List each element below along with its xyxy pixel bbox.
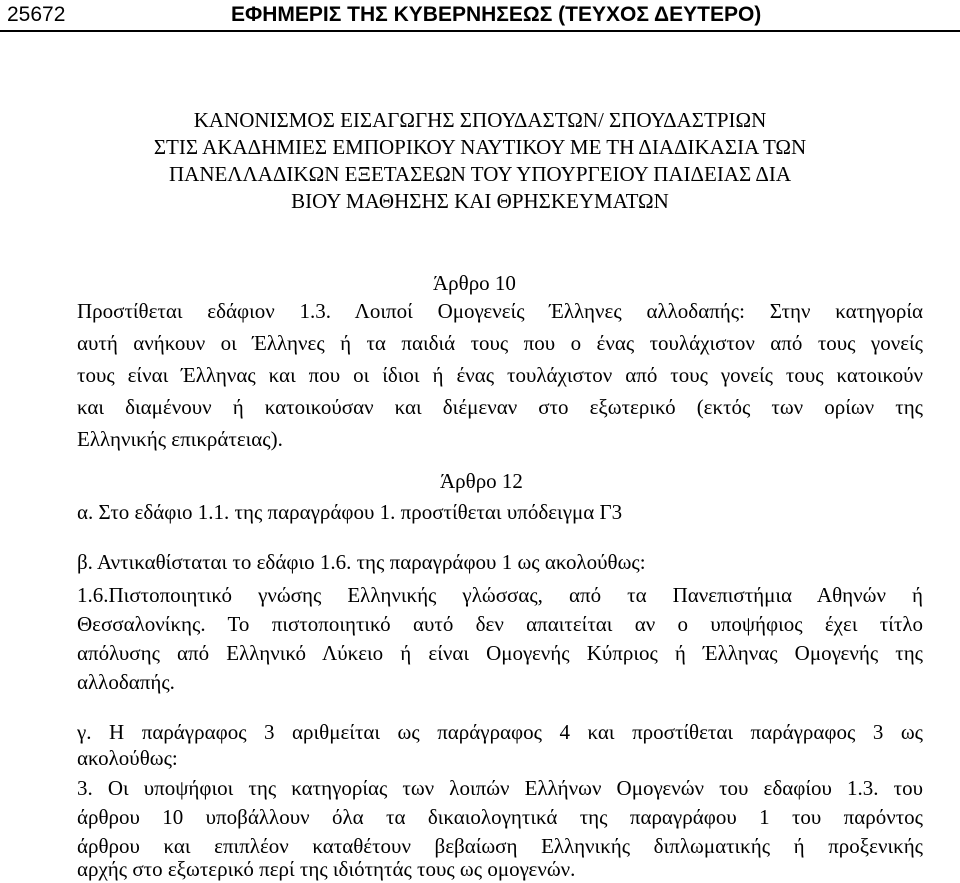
title-line: ΠΑΝΕΛΛΑΔΙΚΩΝ ΕΞΕΤΑΣΕΩΝ ΤΟΥ ΥΠΟΥΡΓΕΙΟΥ ΠΑΙΔΕΙΑΣ ΔΙΑ: [168, 162, 792, 186]
article-10-line: τους είναι Έλληνας και που οι ίδιοι ή ένας τουλάχιστον από τους γονείς τους κατοικούν: [77, 363, 923, 387]
title-line: ΒΙΟΥ ΜΑΘΗΣΗΣ ΚΑΙ ΘΡΗΣΚΕΥΜΑΤΩΝ: [291, 189, 669, 213]
title-line: ΚΑΝΟΝΙΣΜΟΣ ΕΙΣΑΓΩΓΗΣ ΣΠΟΥΔΑΣΤΩΝ/ ΣΠΟΥΔΑΣΤΡΙΩΝ: [193, 108, 767, 132]
page-header: [0, 0, 960, 30]
article-10-line: και διαμένουν ή κατοικούσαν και διέμεναν στο εξωτερικό (εκτός των ορίων της: [77, 395, 923, 419]
item-c-text-line: αρχής στο εξωτερικό περί της ιδιότητάς τους ως ομογενών.: [77, 857, 576, 881]
item-c-line: γ. Η παράγραφος 3 αριθμείται ως παράγραφος 4 και προστίθεται παράγραφος 3 ως: [77, 720, 923, 744]
article-10-line: Ελληνικής επικράτειας).: [77, 427, 283, 451]
page-number: 25672: [7, 3, 66, 26]
item-b: β. Αντικαθίσταται το εδάφιο 1.6. της παραγράφου 1 ως ακολούθως:: [77, 550, 646, 574]
article-12-heading: Άρθρο 12: [440, 469, 523, 493]
article-10-line: αυτή ανήκουν οι Έλληνες ή τα παιδιά τους που ο ένας τουλάχιστον από τους γονείς: [77, 331, 923, 355]
title-line: ΣΤΙΣ ΑΚΑΔΗΜΙΕΣ ΕΜΠΟΡΙΚΟΥ ΝΑΥΤΙΚΟΥ ΜΕ ΤΗ ΔΙΑΔΙΚΑΣΙΑ ΤΩΝ: [153, 135, 807, 159]
article-10-line: Προστίθεται εδάφιον 1.3. Λοιποί Ομογενείς Έλληνες αλλοδαπής: Στην κατηγορία: [77, 299, 923, 323]
item-c-text-line: άρθρου 10 υποβάλλουν όλα τα δικαιολογητικά της παραγράφου 1 του παρόντος: [77, 805, 923, 829]
item-b-text-line: Θεσσαλονίκης. Το πιστοποιητικό αυτό δεν απαιτείται αν ο υποψήφιος έχει τίτλο: [77, 612, 923, 636]
document-title: [0, 107, 960, 215]
header-rule: [0, 30, 960, 32]
item-c-text-line: άρθρου και επιπλέον καταθέτουν βεβαίωση Ελληνικής διπλωματικής ή προξενικής: [77, 834, 923, 858]
item-c-text-line: 3. Οι υποψήφιοι της κατηγορίας των λοιπών Ελλήνων Ομογενών του εδαφίου 1.3. του: [77, 776, 923, 800]
article-10-heading: Άρθρο 10: [433, 271, 516, 295]
item-b-text-line: απόλυσης από Ελληνικό Λύκειο ή είναι Ομογενής Κύπριος ή Έλληνας Ομογενής της: [77, 641, 923, 665]
item-c-line: ακολούθως:: [77, 746, 178, 770]
gazette-title: ΕΦΗΜΕΡΙΣ ΤΗΣ ΚΥΒΕΡΝΗΣΕΩΣ (ΤΕΥΧΟΣ ΔΕΥΤΕΡΟ): [231, 3, 762, 26]
item-b-text-line: αλλοδαπής.: [77, 670, 175, 694]
item-b-text-line: 1.6.Πιστοποιητικό γνώσης Ελληνικής γλώσσας, από τα Πανεπιστήμια Αθηνών ή: [77, 583, 923, 607]
item-a: α. Στο εδάφιο 1.1. της παραγράφου 1. προστίθεται υπόδειγμα Γ3: [77, 500, 623, 524]
